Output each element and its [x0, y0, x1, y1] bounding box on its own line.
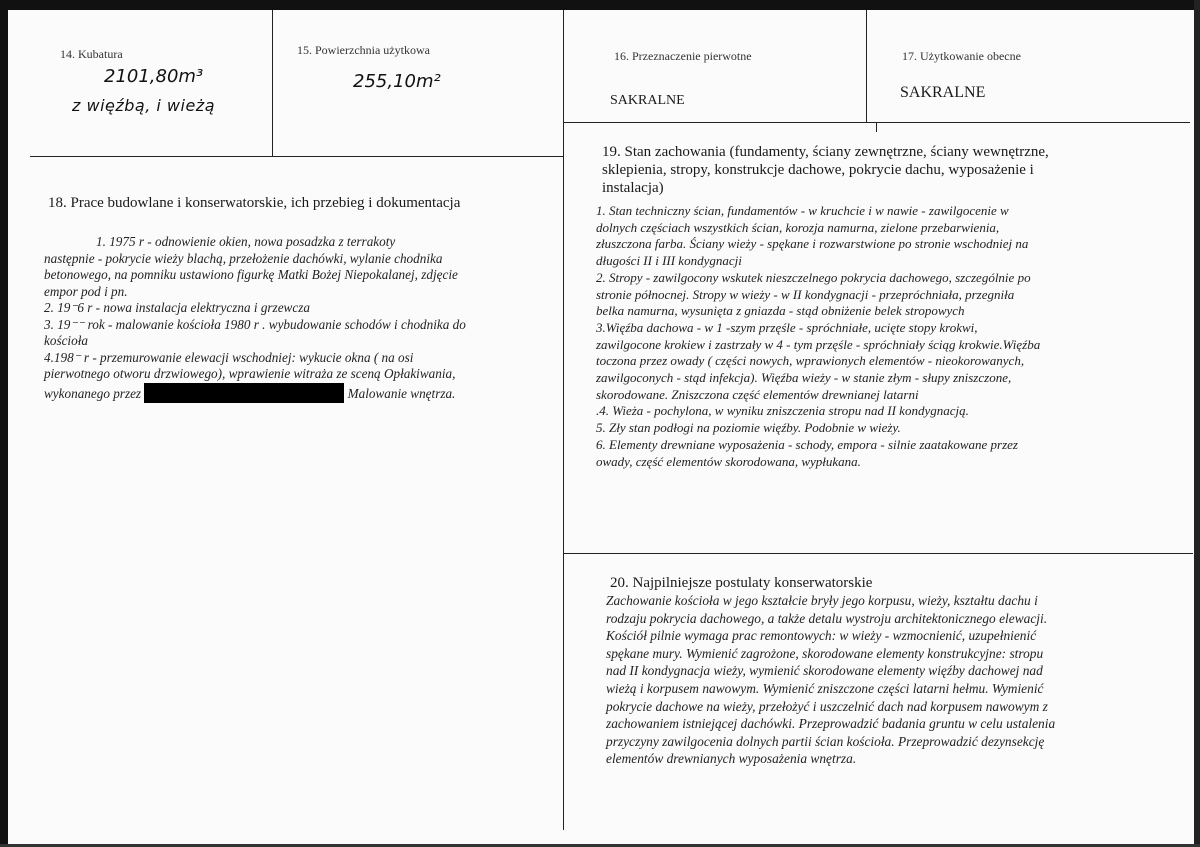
section18-last-line	[44, 383, 554, 403]
section20-title: 20. Najpilniejsze postulaty konserwatorskie	[610, 575, 873, 591]
section20-line: przyczyny zawilgocenia dolnych partii ścian kościoła. Przeprowadzić dezynsekcję	[606, 733, 1045, 749]
field14-value: 2101,80m³	[104, 66, 204, 87]
section20-body	[606, 592, 1186, 768]
section18-line: 1. 1975 r - odnowienie okien, nowa posadzka z terrakoty	[96, 234, 396, 249]
divider-h-left	[30, 156, 563, 157]
section19-line: skorodowane. Zniszczona część elementów drewnianej latarni	[596, 386, 919, 402]
scan-border-left	[0, 0, 8, 847]
field15-value: 255,10m²	[353, 71, 441, 92]
field17-value: SAKRALNE	[900, 84, 986, 101]
section20-line: wieżą i korpusem nawowym. Wymienić zniszczone części latarni hełmu. Wymienić	[606, 680, 1044, 696]
section19-line: belka namurna, wysunięta z gniazda - stąd obniżenie belek stropowych	[596, 303, 965, 319]
section18-last-prefix: wykonanego przez	[44, 385, 142, 401]
field16-label: 16. Przeznaczenie pierwotne	[614, 49, 752, 63]
field17-label: 17. Użytkowanie obecne	[902, 49, 1021, 63]
section19-line: długości II i III kondygnacji	[596, 253, 742, 269]
section19-line: złuszczona farba. Ściany wieży - spękane i rozwarstwione po stronie wschodniej na	[596, 236, 1029, 252]
divider-v-15-16	[563, 10, 564, 830]
section19-line: 1. Stan techniczny ścian, fundamentów - w kruchcie i w nawie - zawilgocenie w	[596, 203, 1009, 218]
field14-note: z więźbą, i wieżą	[72, 96, 215, 115]
section18-line: następnie - pokrycie wieży blachą, przełożenie dachówki, wylanie chodnika	[44, 250, 443, 266]
field16-value: SAKRALNE	[610, 93, 685, 108]
section19-line: dolnych częściach wszystkich ścian, korozja namurna, zielone przebarwienia,	[596, 219, 1000, 235]
section19-line: zawilgoconych - stąd infekcja). Więźba wieży - w stanie złym - słupy zniszczone,	[596, 370, 1012, 386]
section18-line: betonowego, na pomniku ustawiono figurkę Matki Bożej Niepokalanej, zdjęcie	[44, 267, 458, 282]
section20-line: pokrycie dachowe na wieży, przełożyć i uszczelnić dach nad korpusem nawowym z	[606, 698, 1048, 714]
field14-label: 14. Kubatura	[60, 47, 123, 61]
section19-body	[596, 203, 1186, 470]
section19-line: 3.Więźba dachowa - w 1 -szym przęśle - spróchniałe, ucięte stopy krokwi,	[596, 319, 978, 335]
section18-line: 4.198⁻ r - przemurowanie elewacji wschodniej: wykucie okna ( na osi	[44, 349, 414, 365]
section18-title: 18. Prace budowlane i konserwatorskie, ich przebieg i dokumentacja	[48, 195, 461, 211]
section18-line: 3. 19⁻⁻ rok - malowanie kościoła 1980 r . wybudowanie schodów i chodnika do	[44, 316, 466, 332]
section19-title-line: sklepienia, stropy, konstrukcje dachowe, pokrycie dachu, wyposażenie i	[602, 162, 1034, 178]
section18-body	[44, 234, 554, 403]
section19-title	[602, 143, 1162, 197]
section20-line: rodzaju pokrycia dachowego, a także detalu wystroju architektonicznego elewacji.	[606, 610, 1048, 626]
redaction-block	[144, 383, 344, 403]
section20-line: Kościół pilnie wymaga prac remontowych: w wieży - wzmocnienić, uzupełnienić	[606, 628, 1037, 644]
field15-label: 15. Powierzchnia użytkowa	[297, 43, 430, 57]
section18-last-suffix: Malowanie wnętrza.	[347, 385, 456, 401]
section19-line: toczona przez owady ( części nowych, wprawionych elementów - nieokorowanych,	[596, 353, 1025, 369]
tick-mark	[876, 122, 877, 132]
section20-line: nad II kondygnacja wieży, wymienić skorodowane elementy więźby dachowej nad	[606, 663, 1043, 679]
section19-title-line: 19. Stan zachowania (fundamenty, ściany zewnętrzne, ściany wewnętrzne,	[602, 144, 1049, 160]
section20-line: zachowaniem istniejącej dachówki. Przeprowadzić badania gruntu w celu ustalenia	[606, 716, 1056, 732]
section20-line: Zachowanie kościoła w jego kształcie bryły jego korpusu, wieży, kształtu dachu i	[606, 593, 1038, 608]
section19-line: .4. Wieża - pochylona, w wyniku zniszczenia stropu nad II kondygnacją.	[596, 403, 969, 419]
section18-line: pierwotnego otworu drzwiowego), wprawienie witraża ze sceną Opłakiwania,	[44, 366, 456, 381]
section18-line: kościoła	[44, 333, 88, 348]
section20-line: spękane mury. Wymienić zagrożone, skorodowane elementy konstrukcyjne: stropu	[606, 645, 1044, 661]
section19-line: 6. Elementy drewniane wyposażenia - schody, empora - silnie zaatakowane przez	[596, 436, 1018, 452]
section19-line: zawilgocone krokiew i zastrzały w 4 - tym przęśle - spróchniały ściąg krokwie.Więźba	[596, 336, 1041, 352]
section19-title-line: instalacja)	[602, 180, 664, 196]
divider-v-16-17	[866, 10, 867, 122]
section18-line: 2. 19⁻6 r - nowa instalacja elektryczna i grzewcza	[44, 300, 310, 315]
section19-line: owady, część elementów skorodowana, wypłukana.	[596, 453, 861, 469]
section19-line: stronie północnej. Stropy w wieży - w II kondygnacji - przepróchniała, przegniła	[596, 286, 1015, 302]
scan-border-right	[1194, 0, 1200, 847]
section19-line: 5. Zły stan podłogi na poziomie więźby. Podobnie w wieży.	[596, 420, 901, 436]
section19-line: 2. Stropy - zawilgocony wskutek nieszczelnego pokrycia dachowego, szczególnie po	[596, 269, 1031, 285]
divider-h-right-mid	[563, 553, 1193, 554]
section20-line: elementów drewnianych wyposażenia wnętrza.	[606, 751, 857, 767]
scan-border-top	[0, 0, 1200, 10]
section18-line: empor pod i pn.	[44, 283, 128, 299]
divider-v-14-15	[272, 10, 273, 156]
